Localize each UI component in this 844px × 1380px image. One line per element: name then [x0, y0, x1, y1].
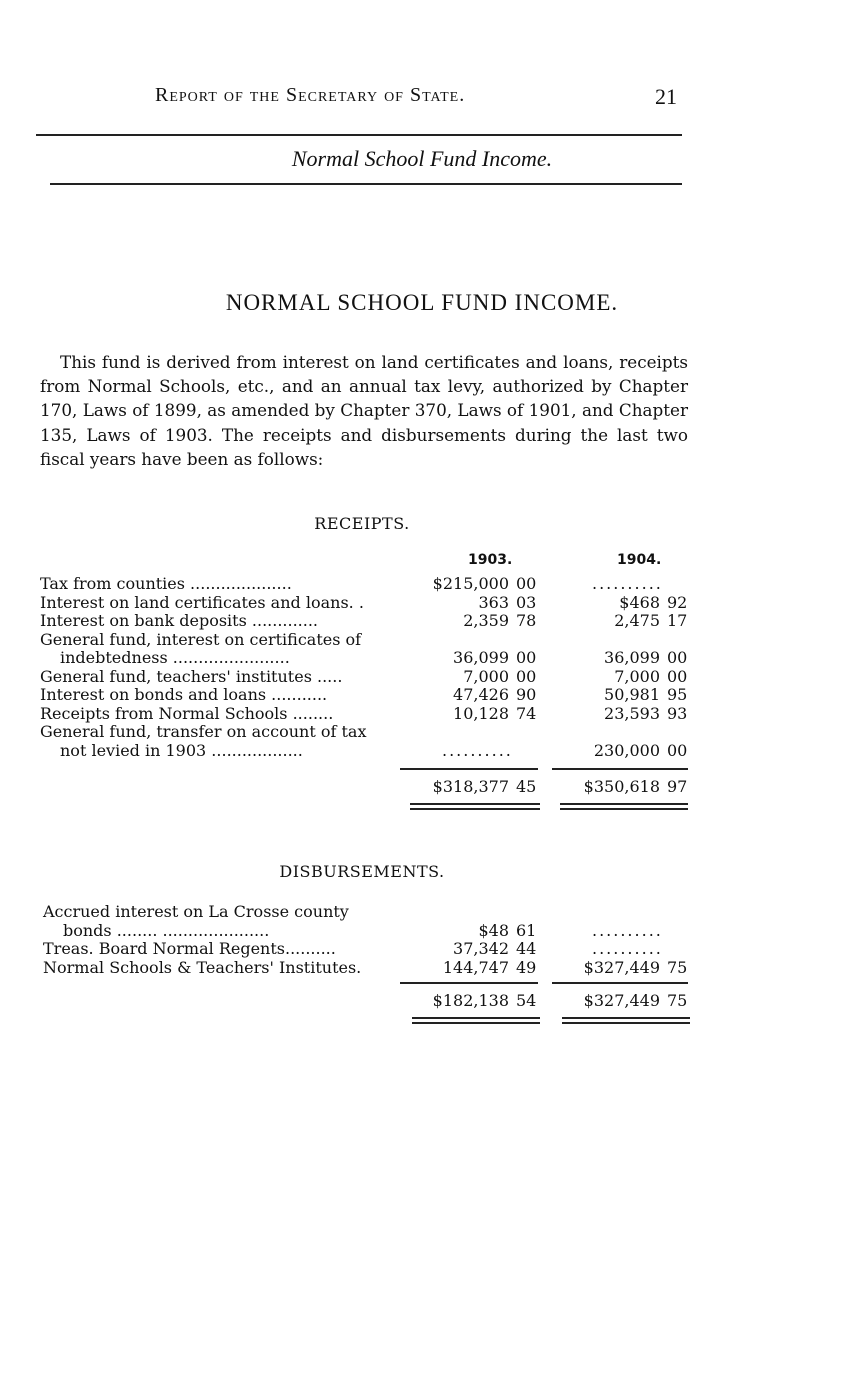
receipts-row-4-1904-cents: 00	[667, 666, 688, 686]
disb-total-rule-b-1904	[562, 1022, 690, 1024]
receipts-total-rule-a-1904	[560, 803, 688, 805]
receipts-heading: RECEIPTS.	[314, 514, 410, 533]
receipts-row-5-1904-dollars: 50,981	[604, 685, 660, 704]
receipts-total-rule-b-1903	[410, 808, 540, 810]
receipts-sum-rule-1904	[552, 768, 688, 770]
receipts-row-7-1903-dots: ..........	[442, 740, 513, 760]
page-title: NORMAL SCHOOL FUND INCOME.	[225, 290, 619, 315]
disb-sum-rule-1904	[552, 982, 688, 984]
receipts-total-1904-dollars: $350,618	[583, 777, 660, 796]
running-head-part-2: ecretary of	[298, 84, 410, 106]
disb-row-1-label: Treas. Board Normal Regents..........	[43, 939, 336, 958]
receipts-row-4-label: General fund, teachers' institutes .....	[40, 666, 343, 686]
receipts-row-3-1904-cents: 00	[667, 648, 688, 667]
page-number: 21	[655, 84, 677, 109]
disb-row-1-1903-dollars: 37,342	[453, 939, 509, 958]
running-head-part-3: tate.	[422, 84, 466, 106]
receipts-row-7-1904-cents: 00	[667, 740, 688, 760]
receipts-row-6-1903-cents: 74	[516, 703, 537, 723]
receipts-row-7-label-cont: not levied in 1903 ..................	[60, 740, 303, 760]
disbursements-heading: DISBURSEMENTS.	[279, 862, 445, 881]
receipts-row-6-1903-dollars: 10,128	[453, 703, 509, 723]
receipts-row-2-1903-cents: 78	[516, 611, 537, 630]
disb-row-2-1903-cents: 49	[516, 957, 537, 977]
disb-total-rule-a-1903	[412, 1017, 540, 1019]
running-head	[155, 84, 465, 107]
intro-text: This fund is derived from interest on land certificates and loans, receipts from Normal Schools, etc., and an annual tax levy, authorized by Chapter 170, Laws of 1899, as amended by Chapter 370, Laws of 1901, and Chapter 135, Laws of 1903. The receipts and disbursements during the last two fiscal years have been as follows:	[40, 352, 688, 469]
disb-row-2-label: Normal Schools & Teachers' Institutes.	[43, 957, 362, 977]
receipts-row-6-1904-dollars: 23,593	[604, 703, 660, 723]
receipts-row-3-label: General fund, interest on certificates of	[40, 629, 362, 649]
receipts-row-2-1903-dollars: 2,359	[463, 611, 509, 630]
receipts-total-1903-cents: 45	[516, 777, 537, 796]
receipts-row-1-1903-dollars: 363	[478, 592, 509, 612]
running-head-initial-r: R	[155, 84, 170, 106]
header-rule-top	[36, 134, 682, 136]
disb-total-1904-cents: 75	[667, 991, 688, 1010]
receipts-sum-rule-1903	[400, 768, 538, 770]
receipts-row-1-1904-dollars: $468	[619, 592, 660, 612]
disb-row-1-1904-dots: ..........	[592, 939, 663, 958]
disb-total-rule-b-1903	[412, 1022, 540, 1024]
receipts-total-1904-cents: 97	[667, 777, 688, 796]
receipts-row-3-1903-dollars: 36,099	[453, 648, 509, 667]
header-rule-bottom	[50, 183, 682, 185]
receipts-row-7-label: General fund, transfer on account of tax	[40, 722, 367, 741]
receipts-row-6-label: Receipts from Normal Schools ........	[40, 703, 334, 723]
receipts-row-1-1903-cents: 03	[516, 592, 537, 612]
receipts-row-1-1904-cents: 92	[667, 592, 688, 612]
disb-total-1904-dollars: $327,449	[583, 991, 660, 1010]
disb-total-1903-cents: 54	[516, 991, 537, 1010]
receipts-row-2-1904-dollars: 2,475	[614, 611, 660, 630]
receipts-row-4-1903-cents: 00	[516, 666, 537, 686]
disb-row-0-1903-cents: 61	[516, 920, 537, 940]
receipts-row-2-label: Interest on bank deposits .............	[40, 611, 319, 630]
disb-sum-rule-1903	[400, 982, 538, 984]
disb-row-2-1903-dollars: 144,747	[442, 957, 509, 977]
receipts-total-1903-dollars: $318,377	[432, 777, 509, 796]
disb-total-rule-a-1904	[562, 1017, 690, 1019]
receipts-row-5-1904-cents: 95	[667, 685, 688, 704]
receipts-row-0-1903-dollars: $215,000	[432, 574, 509, 593]
disb-total-1903-dollars: $182,138	[432, 991, 509, 1010]
disb-row-1-1903-cents: 44	[516, 939, 537, 958]
receipts-row-0-1903-cents: 00	[516, 574, 537, 593]
receipts-row-4-1903-dollars: 7,000	[463, 666, 509, 686]
running-head-initial-s: S	[285, 84, 299, 106]
running-head-initial-s2: S	[409, 84, 423, 106]
disb-row-2-1904-dollars: $327,449	[583, 957, 660, 977]
receipts-total-rule-b-1904	[560, 808, 688, 810]
receipts-row-5-label: Interest on bonds and loans ...........	[40, 685, 328, 704]
subhead: Normal School Fund Income.	[291, 146, 553, 171]
receipts-row-6-1904-cents: 93	[667, 703, 688, 723]
receipts-row-2-1904-cents: 17	[667, 611, 688, 630]
disb-row-0-label-cont: bonds ........ .....................	[63, 920, 270, 940]
receipts-row-7-1904-dollars: 230,000	[593, 740, 660, 760]
receipts-row-3-1904-dollars: 36,099	[604, 648, 660, 667]
disb-row-2-1904-cents: 75	[667, 957, 688, 977]
col-header-1904: 1904.	[617, 552, 662, 568]
receipts-row-3-1903-cents: 00	[516, 648, 537, 667]
disb-row-0-1903-dollars: $48	[478, 920, 509, 940]
receipts-row-3-label-cont: indebtedness .......................	[60, 648, 290, 667]
intro-paragraph	[40, 350, 688, 471]
receipts-row-0-1904-dots: ..........	[592, 574, 663, 593]
disb-row-0-label: Accrued interest on La Crosse county	[43, 902, 349, 921]
receipts-row-1-label: Interest on land certificates and loans. .	[40, 592, 364, 612]
receipts-row-4-1904-dollars: 7,000	[614, 666, 660, 686]
receipts-total-rule-a-1903	[410, 803, 540, 805]
col-header-1903: 1903.	[468, 552, 513, 568]
receipts-row-0-label: Tax from counties ....................	[40, 574, 292, 593]
receipts-row-5-1903-cents: 90	[516, 685, 537, 704]
disb-row-0-1904-dots: ..........	[592, 920, 663, 940]
running-head-part-1: eport of the	[169, 84, 286, 106]
receipts-row-5-1903-dollars: 47,426	[453, 685, 509, 704]
